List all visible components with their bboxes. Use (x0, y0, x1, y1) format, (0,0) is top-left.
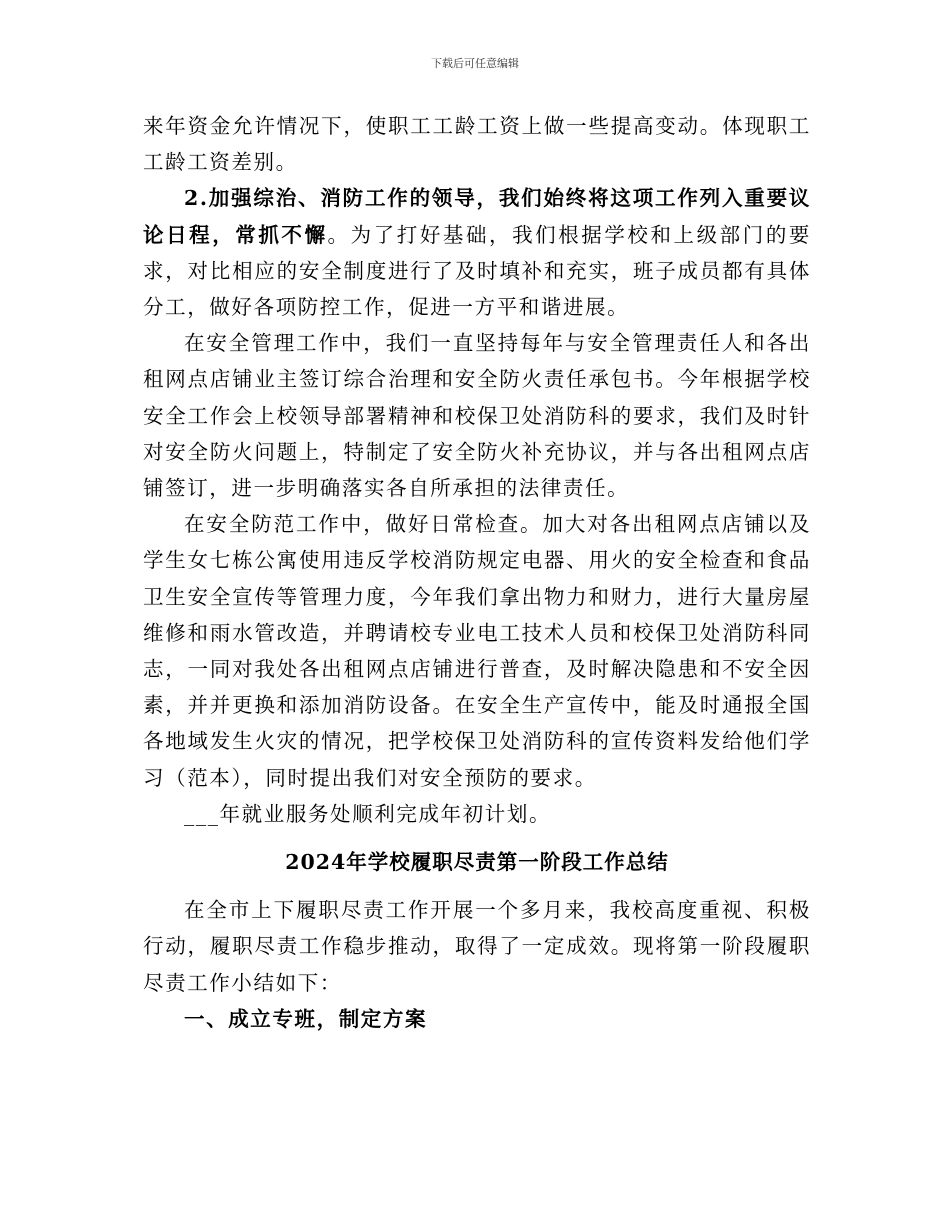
paragraph-safety-management: 在安全管理工作中，我们一直坚持每年与安全管理责任人和各出租网点店铺业主签订综合治理和安全防火责任承包书。今年根据学校安全工作会上校领导部署精神和校保卫处消防科的要求，我们及时针对安全防火问题上，特制定了安全防火补充协议，并与各出租网点店铺签订，进一步明确落实各自所承担的法律责任。 (143, 331, 811, 501)
paragraph-bold-lead: 2.加强综治、消防工作的领导，我们始终将这项工作列入重要议论日程，常抓不懈 (143, 186, 811, 247)
paragraph-fire-safety-leadership (143, 180, 811, 325)
document-title: 2024年学校履职尽责第一阶段工作总结 (285, 850, 669, 875)
paragraph-salary: 来年资金允许情况下，使职工工龄工资上做一些提高变动。体现职工工龄工资差别。 (143, 114, 811, 175)
paragraph-intro: 在全市上下履职尽责工作开展一个多月来，我校高度重视、积极行动，履职尽责工作稳步推动，取得了一定成效。现将第一阶段履职尽责工作小结如下： (143, 898, 811, 995)
paragraph-employment-service: ___年就业服务处顺利完成年初计划。 (184, 801, 552, 826)
paragraph-body-text: 。为了打好基础，我们根据学校和上级部门的要求，对比相应的安全制度进行了及时填补和充实，班子成员都有具体分工，做好各项防控工作，促进一方平和谐进展。 (143, 222, 811, 320)
paragraph-safety-prevention: 在安全防范工作中，做好日常检查。加大对各出租网点店铺以及学生女七栋公寓使用违反学校消防规定电器、用火的安全检查和食品卫生安全宣传等管理力度，今年我们拿出物力和财力，进行大量房屋维修和雨水管改造，并聘请校专业电工技术人员和校保卫处消防科同志，一同对我处各出租网点店铺进行普查，及时解决隐患和不安全因素，并并更换和添加消防设备。在安全生产宣传中，能及时通报全国各地域发生火灾的情况，把学校保卫处消防科的宣传资料发给他们学习（范本），同时提出我们对安全预防的要求。 (143, 512, 811, 790)
section-heading-1: 一、成立专班，制定方案 (184, 1006, 428, 1031)
document-body (143, 108, 811, 1037)
page-header-note: 下载后可任意编辑 (431, 57, 519, 70)
